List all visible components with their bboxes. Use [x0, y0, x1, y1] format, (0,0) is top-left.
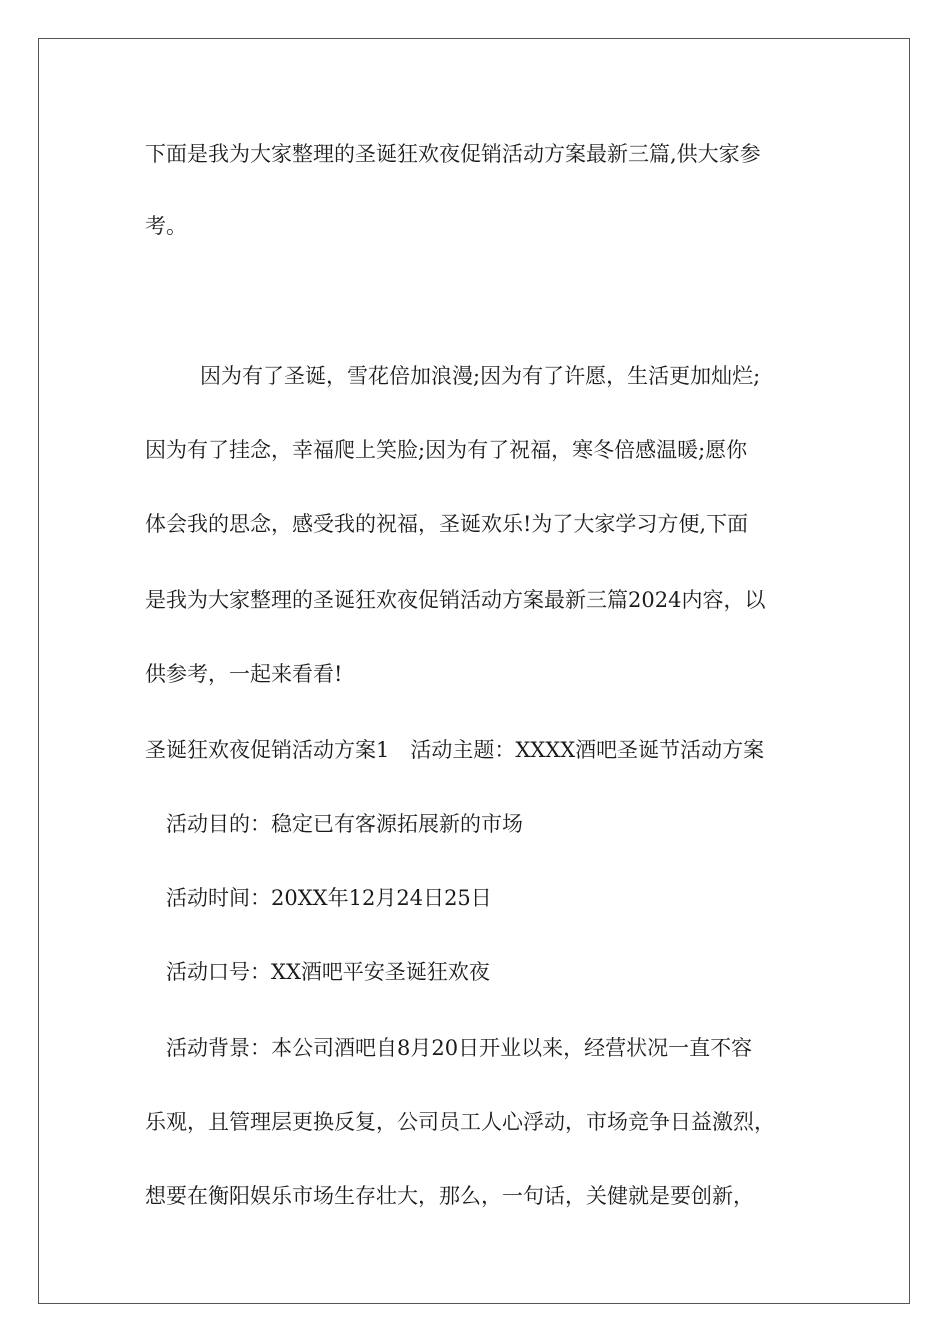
preface-line-4: 是我为大家整理的圣诞狂欢夜促销活动方案最新三篇2024内容，以: [145, 588, 766, 612]
plan1-purpose: 活动目的：稳定已有客源拓展新的市场: [166, 812, 523, 836]
plan1-slogan: 活动口号：XX酒吧平安圣诞狂欢夜: [166, 960, 490, 984]
preface-line-3: 体会我的思念，感受我的祝福，圣诞欢乐!为了大家学习方便,下面: [145, 512, 749, 536]
preface-line-2: 因为有了挂念，幸福爬上笑脸;因为有了祝福，寒冬倍感温暖;愿你: [145, 438, 748, 462]
preface-line-5: 供参考，一起来看看!: [145, 662, 343, 686]
plan1-time: 活动时间：20XX年12月24日25日: [166, 886, 492, 910]
background-line-3: 想要在衡阳娱乐市场生存壮大，那么，一句话，关健就是要创新，: [145, 1184, 754, 1208]
preface-line-1: 因为有了圣诞，雪花倍加浪漫;因为有了许愿，生活更加灿烂;: [200, 364, 761, 388]
intro-line-2: 考。: [145, 214, 187, 238]
intro-line-1: 下面是我为大家整理的圣诞狂欢夜促销活动方案最新三篇,供大家参: [145, 142, 761, 166]
plan1-background: 活动背景：本公司酒吧自8月20日开业以来，经营状况一直不容: [166, 1036, 753, 1060]
background-line-2: 乐观，且管理层更换反复，公司员工人心浮动，市场竞争日益激烈，: [145, 1110, 775, 1134]
plan1-heading: 圣诞狂欢夜促销活动方案1 活动主题：XXXX酒吧圣诞节活动方案: [145, 738, 765, 762]
